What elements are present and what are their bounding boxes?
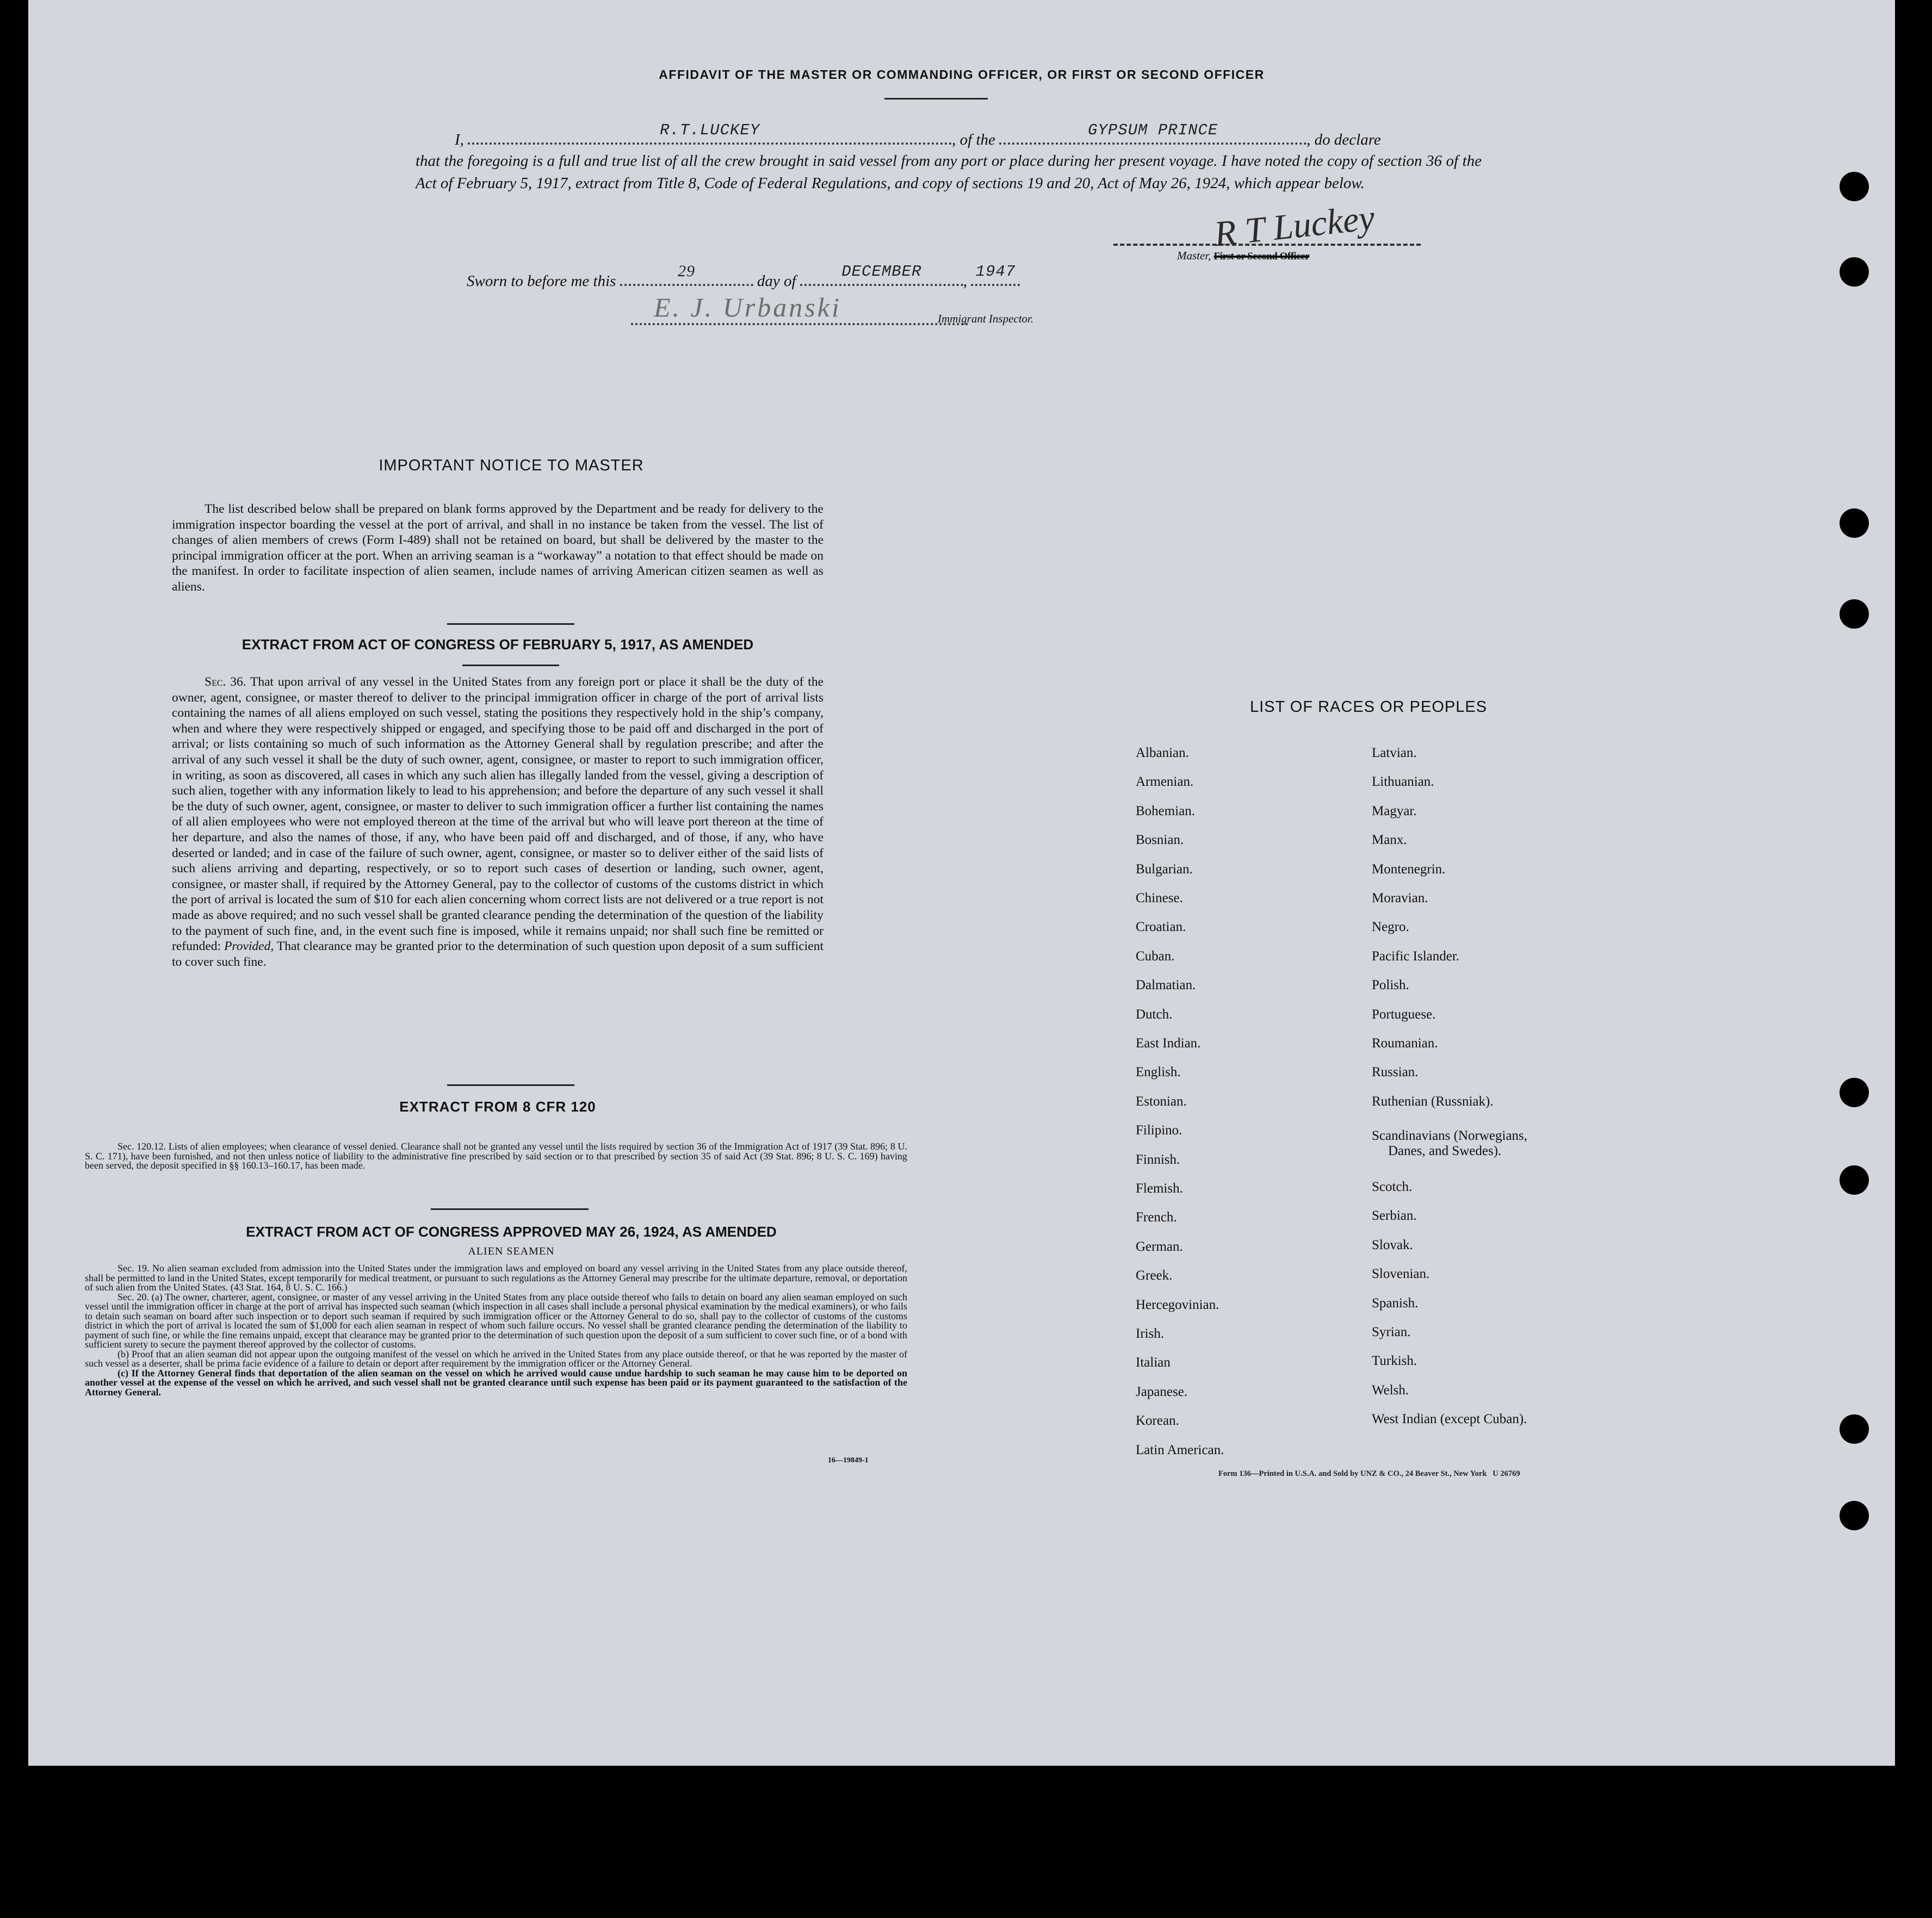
race-item: German. <box>1136 1239 1183 1254</box>
title-underline <box>884 98 988 100</box>
master-name-field <box>468 121 952 145</box>
race-item: Magyar. <box>1372 803 1417 818</box>
race-item: French. <box>1136 1210 1177 1225</box>
punch-hole <box>1840 599 1869 629</box>
race-item: Syrian. <box>1372 1325 1411 1339</box>
document-page <box>28 0 1895 1766</box>
of-the-label: , of the <box>952 131 995 148</box>
provided-label: Provided, <box>224 939 274 954</box>
race-item: Scandinavians (Norwegians, <box>1372 1128 1528 1143</box>
extract-1917-text <box>172 674 823 970</box>
year-field <box>971 263 1020 286</box>
month-value: DECEMBER <box>841 263 922 281</box>
master-title-label <box>1177 249 1309 263</box>
punch-hole <box>1840 1078 1869 1107</box>
sec-19-text: Sec. 19. No alien seaman excluded from admission into the United States under the immigration laws and employed on board any vessel arriving in the United States from any place outside thereof, shall be permitted to land in the United States, except temporarily for medical treatment, or pursuant to such regulations as the Attorney General may prescribe for the ultimate departure, removal, or deportation of such alien from the United States. (43 Stat. 164, 8 U. S. C. 166.) <box>85 1263 907 1293</box>
divider <box>462 665 559 666</box>
race-item: Bohemian. <box>1136 803 1196 818</box>
vessel-value: GYPSUM PRINCE <box>1088 121 1218 139</box>
punch-hole <box>1840 508 1869 538</box>
race-item: Japanese. <box>1136 1384 1188 1399</box>
race-item: Lithuanian. <box>1372 774 1434 790</box>
race-item: Filipino. <box>1136 1123 1182 1138</box>
race-item: Polish. <box>1372 978 1409 993</box>
race-item: Ruthenian (Russniak). <box>1372 1094 1494 1109</box>
race-item: Finnish. <box>1136 1152 1180 1167</box>
race-item: Danes, and Swedes). <box>1388 1144 1502 1158</box>
race-item: Hercegovinian. <box>1136 1297 1219 1312</box>
year-value: 1947 <box>975 263 1016 281</box>
master-signature: R T Luckey <box>1212 197 1377 255</box>
inspector-signature: E. J. Urbanski <box>654 292 841 322</box>
race-item: East Indian. <box>1136 1036 1201 1051</box>
inspector-label: Immigrant Inspector. <box>938 312 1034 325</box>
cfr-title: EXTRACT FROM 8 CFR 120 <box>399 1098 596 1115</box>
notice-title: IMPORTANT NOTICE TO MASTER <box>379 457 644 474</box>
comma: , <box>963 272 968 290</box>
affidavit-title: AFFIDAVIT OF THE MASTER OR COMMANDING OFFICER, OR FIRST OR SECOND OFFICER <box>659 67 1265 82</box>
race-item: Estonian. <box>1136 1094 1187 1109</box>
declaration-body: that the foregoing is a full and true list of all the crew brought in said vessel from any port or place during her present voyage. I have noted the copy of section 36 of the Act of February 5, 1917, extract from Title 8, Code of Federal Regulations, and copy of sections 19 and 20, Act of May 26, 1924, which appear below. <box>416 152 1482 192</box>
struck-officer-text: First or Second Officer <box>1213 251 1310 262</box>
race-item: Korean. <box>1136 1413 1179 1429</box>
punch-hole <box>1840 1414 1869 1444</box>
extract-1924-title: EXTRACT FROM ACT OF CONGRESS APPROVED MAY 26, 1924, AS AMENDED <box>246 1224 777 1240</box>
day-value: 29 <box>678 262 696 280</box>
punch-hole <box>1840 257 1869 287</box>
race-item: Bosnian. <box>1136 833 1184 848</box>
race-item: Pacific Islander. <box>1372 948 1460 964</box>
race-item: Dalmatian. <box>1136 978 1196 993</box>
inspector-signature-line <box>631 323 968 325</box>
race-item: Flemish. <box>1136 1181 1183 1196</box>
sec-36-label: Sec. 36. <box>205 675 246 689</box>
race-item: Roumanian. <box>1372 1036 1438 1051</box>
extract-1924-text <box>85 1264 907 1397</box>
sec-36-proviso: That clearance may be granted prior to the determination of such question upon deposit of a sum sufficient to cover such fine. <box>172 939 823 969</box>
master-label: Master, <box>1177 249 1211 262</box>
extract-1917-title: EXTRACT FROM ACT OF CONGRESS OF FEBRUARY 5, 1917, AS AMENDED <box>242 636 754 653</box>
race-item: Albanian. <box>1136 746 1189 760</box>
divider <box>431 1208 589 1210</box>
race-item: Greek. <box>1136 1268 1173 1283</box>
sec-20c-text: (c) If the Attorney General finds that deportation of the alien seaman on the vessel on which he arrived would cause undue hardship to such seaman he may cause him to be deported on another vessel at the expense of the vessel on which he arrived, and such vessel shall not be granted clearance until such expense has been paid or its payment guaranteed to the satisfaction of the Attorney General. <box>85 1367 907 1398</box>
race-item: Russian. <box>1372 1065 1419 1080</box>
punch-hole <box>1840 172 1869 201</box>
month-field <box>800 263 963 286</box>
alien-seamen-subtitle: ALIEN SEAMEN <box>468 1245 555 1257</box>
i-label: I, <box>455 131 464 148</box>
races-title: LIST OF RACES OR PEOPLES <box>1250 698 1488 716</box>
day-of-label: day of <box>757 272 796 290</box>
declaration-line <box>455 121 1488 149</box>
sec-36-text: That upon arrival of any vessel in the United States from any foreign port or place it shall be the duty of the owner, agent, consignee, or master thereof to deliver to the principal immigration officer in charge of the port of arrival lists containing the names of all aliens employed on such vessel, stating the positions they respectively hold in the ship’s company, when and where they were respectively shipped or engaged, and specifying those to be paid off and discharged in the port of arrival; or lists containing so much of such information as the Attorney General shall by regulation prescribe; and after the arrival of any such vessel it shall be the duty of such owner, agent, consignee, or master to report to such immigration officer, in writing, as soon as discovered, all cases in which any such alien has illegally landed from the vessel, giving a description of such alien, together with any information likely to lead to his apprehension; and before the departure of any such vessel it shall be the duty of such owner, agent, consignee, or master to deliver to such immigration officer a further list containing the names of all alien employees who were not employed thereon at the time of the arrival but who will leave port thereon at the time of her departure, and also the names of those, if any, who have been paid off and discharged, and of those, if any, who have deserted or landed; and in case of the failure of such owner, agent, consignee, or master so to deliver either of the said lists of such aliens arriving and departing, respectively, or so to report such cases of desertion or landing, such owner, agent, consignee, or master shall, if required by the Attorney General, pay to the collector of customs of the customs district in which the port of arrival is located the sum of $10 for each alien concerning whom correct lists are not delivered or a true report is not made as above required; and no such vessel shall be granted clearance pending the determination of the question of the liability to the payment of such fine, and, in the event such fine is imposed, while it remains unpaid; nor shall such fine be remitted or refunded: <box>172 675 824 954</box>
punch-hole <box>1840 1165 1869 1195</box>
form-code: 16—19849-1 <box>828 1456 869 1464</box>
sworn-label: Sworn to before me this <box>467 272 616 290</box>
race-item: Cuban. <box>1136 948 1175 964</box>
sec-20a-text: Sec. 20. (a) The owner, charterer, agent, consignee, or master of any vessel arriving in the United States from any place outside thereof who fails to detain on board any alien seaman employed on such vessel until the immigration officer in charge at the port of arrival has inspected such seaman (which inspection in all cases shall include a personal physical examination by the medical examiners), or who fails to detain such seaman on board after such inspection or to deport such seaman if required by such immigration officer or the Attorney General to do so, shall pay to the collector of customs of the customs district in which the port of arrival is located the sum of $1,000 for each alien seaman in respect of whom such failure occurs. No vessel shall be granted clearance pending the determination of the liability to payment of such fine, or while the fine remains unpaid, except that clearance may be granted prior to the determination of such question upon the deposit of a sum sufficient to cover such fine, or of a bond with sufficient surety to secure the payment thereof approved by the collector of customs. <box>85 1291 907 1350</box>
race-item: Spanish. <box>1372 1295 1419 1311</box>
race-item: Croatian. <box>1136 920 1186 935</box>
race-item: Scotch. <box>1372 1180 1413 1194</box>
punch-hole <box>1840 1501 1869 1530</box>
sworn-line <box>467 262 1020 290</box>
race-item: Armenian. <box>1136 774 1194 790</box>
race-item: Italian <box>1136 1355 1171 1370</box>
divider <box>447 623 574 625</box>
race-item: English. <box>1136 1065 1181 1080</box>
race-item: Latvian. <box>1372 746 1417 760</box>
race-item: Montenegrin. <box>1372 861 1446 877</box>
race-item: West Indian (except Cuban). <box>1372 1412 1527 1427</box>
notice-text: The list described below shall be prepared on blank forms approved by the Department and be ready for delivery to the immigration inspector boarding the vessel at the port of arrival, and shall in no instance be taken from the vessel. The list of changes of alien members of crews (Form I-489) shall not be retained on board, but shall be delivered by the master to the principal immigration officer at the port. When an arriving seaman is a “workaway” a notation to that effect should be made on the manifest. In order to facilitate inspection of alien seamen, include names of arriving American citizen seamen as well as aliens. <box>172 502 823 594</box>
race-item: Chinese. <box>1136 891 1183 905</box>
race-item: Welsh. <box>1372 1382 1409 1398</box>
race-item: Irish. <box>1136 1326 1165 1341</box>
race-item: Dutch. <box>1136 1007 1173 1022</box>
race-item: Negro. <box>1372 920 1409 935</box>
day-field <box>620 262 753 286</box>
race-item: Manx. <box>1372 833 1407 848</box>
race-item: Slovenian. <box>1372 1267 1430 1282</box>
do-declare-label: , do declare <box>1306 131 1381 148</box>
divider <box>447 1084 574 1086</box>
vessel-field <box>999 121 1306 145</box>
master-name-value: R.T.LUCKEY <box>660 121 760 139</box>
cfr-text: Sec. 120.12. Lists of alien employees; when clearance of vessel denied. Clearance shall not be granted any vessel until the lists required by section 36 of the Immigration Act of 1917 (39 Stat. 896; 8 U. S. C. 171), have been furnished, and not then unless notice of liability to the administrative fine prescribed by said section or to that prescribed by section 35 of said Act (39 Stat. 896; 8 U. S. C. 169) having been served, the deposit specified in §§ 160.13–160.17, has been made. <box>85 1141 907 1171</box>
race-item: Bulgarian. <box>1136 861 1193 877</box>
race-item: Latin American. <box>1136 1442 1224 1457</box>
race-item: Serbian. <box>1372 1208 1417 1224</box>
race-item: Moravian. <box>1372 891 1428 905</box>
printer-footer: Form 136—Printed in U.S.A. and Sold by UNZ & CO., 24 Beaver St., New York U 26769 <box>1218 1469 1520 1478</box>
race-item: Portuguese. <box>1372 1007 1436 1022</box>
sec-20b-text: (b) Proof that an alien seaman did not appear upon the outgoing manifest of the vessel on which he arrived in the United States from any place outside thereof, or that he was reported by the master of such vessel as a deserter, shall be prima facie evidence of a failure to detain or deport after requirement by the immigration officer or the Attorney General. <box>85 1348 907 1369</box>
race-item: Slovak. <box>1372 1237 1413 1252</box>
race-item: Turkish. <box>1372 1354 1417 1369</box>
